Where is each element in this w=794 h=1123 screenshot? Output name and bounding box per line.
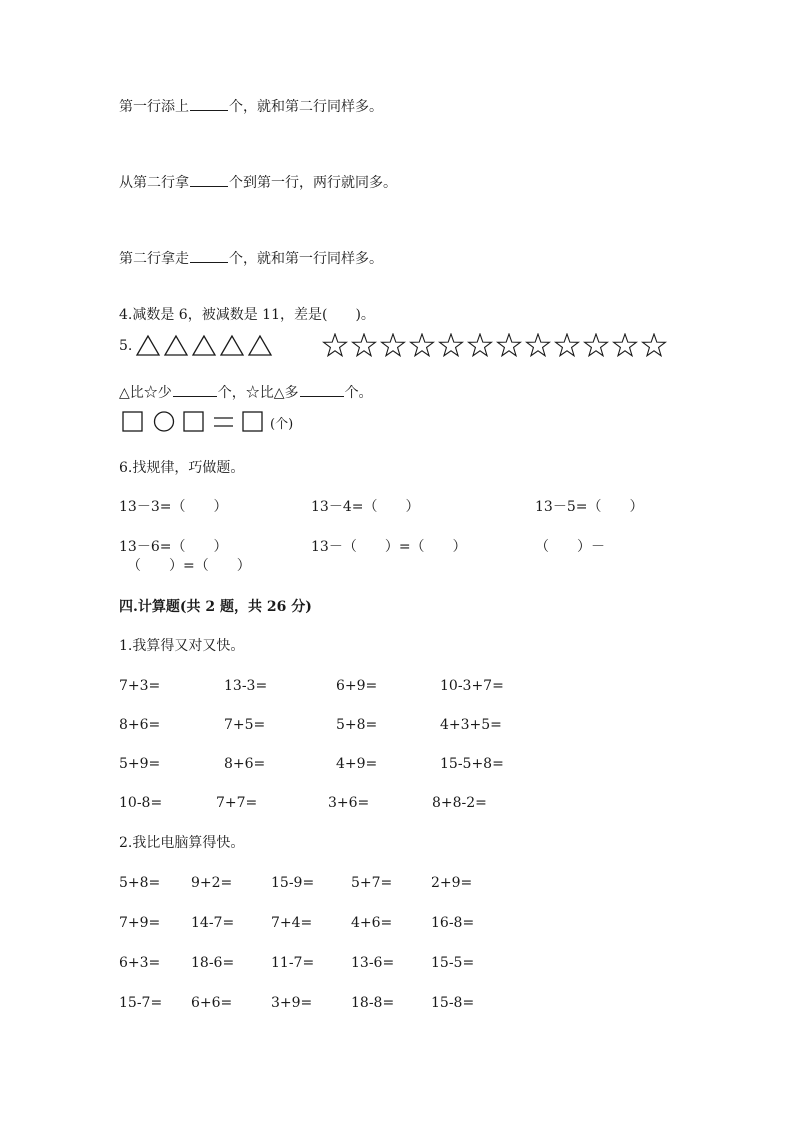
calc-q1-r3-c1: 5+9= bbox=[119, 756, 161, 772]
star-shape bbox=[585, 334, 608, 356]
calc-q1-r1-c2: 13-3= bbox=[224, 678, 268, 694]
calc-q2-item: 6+3= bbox=[119, 955, 161, 971]
calc-q2-item: 5+7= bbox=[351, 875, 393, 891]
q5-blank-2[interactable] bbox=[300, 382, 344, 397]
star-group bbox=[322, 333, 672, 359]
section-4-title: 四.计算题(共 2 题，共 26 分) bbox=[119, 599, 312, 615]
calc-q1-r2-c4: 4+3+5= bbox=[440, 717, 502, 733]
q3-line-2-text-a: 从第二行拿 bbox=[119, 175, 189, 191]
calc-q1-r3-c2: 8+6= bbox=[224, 756, 266, 772]
calc-q2-item: 13-6= bbox=[351, 955, 395, 971]
q3-line-1-blank[interactable] bbox=[190, 96, 228, 111]
star-shape bbox=[556, 334, 579, 356]
q5-shapes-row bbox=[119, 332, 280, 360]
q3-line-1-text-b: 个，就和第二行同样多。 bbox=[229, 99, 383, 115]
q3-line-2-text-b: 个到第一行，两行就同多。 bbox=[229, 175, 397, 191]
star-shape bbox=[382, 334, 405, 356]
q6-title: 6.找规律，巧做题。 bbox=[119, 460, 245, 476]
q3-line-3-text-a: 第二行拿走 bbox=[119, 251, 189, 267]
star-shape bbox=[643, 334, 666, 356]
calc-q2-item: 2+9= bbox=[431, 875, 473, 891]
calc-q2-item: 6+6= bbox=[191, 995, 233, 1011]
calc-q2-item: 5+8= bbox=[119, 875, 161, 891]
q5-compare-text-a: △比☆少 bbox=[119, 385, 172, 401]
q6-r3: （ ）=（ ） bbox=[127, 558, 251, 574]
calc-q1-r1-c3: 6+9= bbox=[336, 678, 378, 694]
q3-line-3-text-b: 个，就和第一行同样多。 bbox=[229, 251, 383, 267]
calc-q1-r1-c4: 10-3+7= bbox=[440, 678, 504, 694]
calc-q1-r3-c4: 15-5+8= bbox=[440, 756, 504, 772]
calc-q2-item: 15-5= bbox=[431, 955, 475, 971]
triangle-shape bbox=[249, 336, 271, 355]
calc-q2-item: 18-6= bbox=[191, 955, 235, 971]
star-shape bbox=[324, 334, 347, 356]
q3-line-1 bbox=[119, 96, 383, 117]
star-shape bbox=[353, 334, 376, 356]
answer-box-1[interactable] bbox=[123, 412, 142, 431]
triangle-group bbox=[135, 334, 280, 358]
triangle-shape bbox=[165, 336, 187, 355]
q5-compare-line bbox=[119, 382, 373, 403]
calc-q2-item: 15-8= bbox=[431, 995, 475, 1011]
calc-q1-r4-c3: 3+6= bbox=[328, 795, 370, 811]
calc-q2-title: 2.我比电脑算得快。 bbox=[119, 835, 245, 851]
q5-compare-text-c: 个。 bbox=[344, 385, 373, 401]
triangle-shape bbox=[221, 336, 243, 355]
calc-q1-title: 1.我算得又对又快。 bbox=[119, 638, 245, 654]
calc-q2-item: 3+9= bbox=[271, 995, 313, 1011]
q5-unit: (个) bbox=[270, 417, 294, 432]
calc-q1-r2-c2: 7+5= bbox=[224, 717, 266, 733]
calc-q1-r4-c1: 10-8= bbox=[119, 795, 163, 811]
q6-r1-c3: 13－5=（ ） bbox=[535, 499, 644, 515]
star-shape bbox=[411, 334, 434, 356]
calc-q1-r3-c3: 4+9= bbox=[336, 756, 378, 772]
q3-line-1-text-a: 第一行添上 bbox=[119, 99, 189, 115]
calc-q2-item: 4+6= bbox=[351, 915, 393, 931]
triangle-shape bbox=[193, 336, 215, 355]
answer-box-3[interactable] bbox=[243, 412, 262, 431]
operator-circle[interactable] bbox=[155, 412, 174, 431]
q6-r2-c2: 13－（ ）=（ ） bbox=[311, 539, 467, 555]
calc-q1-r2-c3: 5+8= bbox=[336, 717, 378, 733]
calc-q2-item: 7+4= bbox=[271, 915, 313, 931]
q4-text: 4.减数是 6，被减数是 11，差是( )。 bbox=[119, 307, 375, 323]
star-shape bbox=[614, 334, 637, 356]
calc-q2-item: 9+2= bbox=[191, 875, 233, 891]
calc-q1-r2-c1: 8+6= bbox=[119, 717, 161, 733]
calc-q2-item: 16-8= bbox=[431, 915, 475, 931]
star-shape bbox=[469, 334, 492, 356]
triangle-shape bbox=[137, 336, 159, 355]
calc-q2-item: 15-9= bbox=[271, 875, 315, 891]
q5-equation-shapes bbox=[121, 409, 266, 433]
answer-box-2[interactable] bbox=[184, 412, 203, 431]
star-shape bbox=[527, 334, 550, 356]
q3-line-3-blank[interactable] bbox=[190, 248, 228, 263]
calc-q2-item: 18-8= bbox=[351, 995, 395, 1011]
q6-r2-c1: 13－6=（ ） bbox=[119, 539, 228, 555]
q6-r1-c1: 13－3=（ ） bbox=[119, 499, 228, 515]
q6-r2-c3: （ ）－ bbox=[535, 539, 605, 555]
star-shape bbox=[498, 334, 521, 356]
calc-q2-item: 14-7= bbox=[191, 915, 235, 931]
q3-line-2-blank[interactable] bbox=[190, 172, 228, 187]
star-shape bbox=[440, 334, 463, 356]
q5-compare-text-b: 个，☆比△多 bbox=[217, 385, 299, 401]
calc-q1-r1-c1: 7+3= bbox=[119, 678, 161, 694]
q5-label: 5. bbox=[119, 338, 133, 354]
calc-q1-r4-c2: 7+7= bbox=[216, 795, 258, 811]
calc-q2-item: 11-7= bbox=[271, 955, 315, 971]
q6-r1-c2: 13－4=（ ） bbox=[311, 499, 420, 515]
q5-blank-1[interactable] bbox=[173, 382, 217, 397]
q3-line-3 bbox=[119, 248, 383, 269]
calc-q1-r4-c4: 8+8-2= bbox=[432, 795, 487, 811]
calc-q2-item: 15-7= bbox=[119, 995, 163, 1011]
calc-q2-item: 7+9= bbox=[119, 915, 161, 931]
q3-line-2 bbox=[119, 172, 397, 193]
